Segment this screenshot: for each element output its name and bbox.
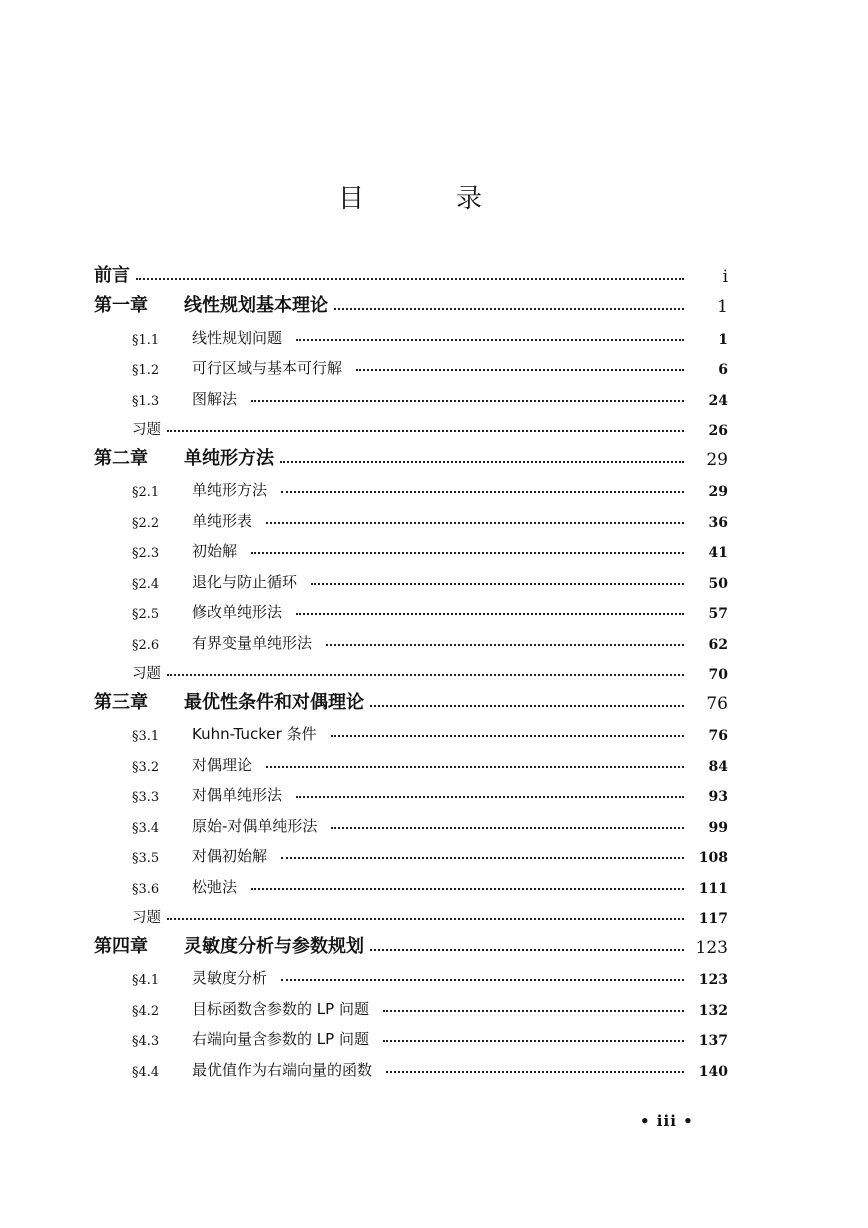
- toc-entry-number: 第一章: [94, 295, 148, 316]
- toc-entry-page: 62: [708, 636, 728, 653]
- dot-leader: [281, 979, 684, 981]
- toc-entry-number: 第四章: [94, 935, 148, 957]
- toc-entry-title: 退化与防止循环: [192, 572, 298, 591]
- toc-entry-number: §3.5: [132, 851, 160, 866]
- dot-leader: [370, 949, 684, 951]
- toc-entry-chapter[interactable]: [94, 927, 728, 958]
- toc-entry-chapter[interactable]: [94, 287, 728, 318]
- toc-entry-page: 111: [698, 880, 728, 897]
- toc-entry-chapter[interactable]: [94, 439, 728, 470]
- toc-entry-section[interactable]: [94, 531, 728, 562]
- toc-entry-section[interactable]: [94, 500, 728, 531]
- toc-entry-number: §2.6: [132, 637, 160, 653]
- toc-entry-section[interactable]: [94, 378, 728, 409]
- toc-entry-number: §3.2: [132, 759, 160, 775]
- toc-entry-section[interactable]: [94, 592, 728, 623]
- toc-entry-page: 76: [706, 693, 728, 714]
- toc-entry-title: 习题: [132, 910, 161, 926]
- toc-entry-number: §1.1: [132, 332, 160, 348]
- toc-entry-section[interactable]: [94, 744, 728, 775]
- toc-entry-page: 123: [695, 937, 728, 958]
- dot-leader: [266, 766, 684, 768]
- toc-entry-title: 松弛法: [192, 877, 238, 896]
- dot-leader: [331, 827, 684, 829]
- toc-entry-page: 93: [708, 789, 728, 805]
- toc-entry-page: 50: [708, 575, 728, 592]
- toc-entry-page: 123: [698, 972, 728, 988]
- toc-entry-section[interactable]: [94, 1049, 728, 1080]
- dot-leader: [266, 522, 684, 524]
- toc-entry-title: 原始-对偶单纯形法: [192, 816, 318, 835]
- dot-leader: [331, 735, 684, 737]
- toc-entry-number: §3.3: [132, 790, 160, 805]
- toc-entry-section[interactable]: [94, 988, 728, 1019]
- toc-entry-page: 84: [708, 758, 728, 775]
- toc-entry-title: 习题: [132, 666, 161, 682]
- dot-leader: [251, 400, 684, 402]
- toc-entry-section[interactable]: [94, 714, 728, 745]
- dot-leader: [296, 339, 684, 341]
- title-char-2: 录: [456, 184, 483, 214]
- toc-entry-number: §2.5: [132, 607, 160, 622]
- toc-entry-title: 可行区域与基本可行解: [192, 359, 343, 377]
- title-char-1: 目: [338, 184, 365, 214]
- toc-entry-title: 对偶理论: [192, 755, 253, 774]
- dot-leader: [383, 1010, 684, 1012]
- dot-leader: [383, 1040, 684, 1042]
- toc-entry-section[interactable]: [94, 1019, 728, 1050]
- toc-entry-section[interactable]: [94, 561, 728, 592]
- toc-entry-chapter[interactable]: [94, 683, 728, 714]
- toc-entry-number: §1.3: [132, 393, 160, 409]
- toc-entry-section[interactable]: [94, 622, 728, 653]
- toc-entry-title: 线性规划基本理论: [184, 295, 328, 316]
- dot-leader: [167, 674, 684, 676]
- toc-entry-title: 线性规划问题: [192, 328, 283, 347]
- toc-entry-number: §3.6: [132, 881, 160, 897]
- toc-entry-page: 99: [708, 819, 728, 836]
- toc-entry-title: 最优值作为右端向量的函数: [192, 1060, 373, 1079]
- toc-entry-title: 有界变量单纯形法: [192, 633, 313, 652]
- toc-entry-section[interactable]: [94, 805, 728, 836]
- toc-entry-title: 最优性条件和对偶理论: [184, 691, 364, 713]
- toc-entry-title: 习题: [132, 422, 161, 438]
- toc-entry-page: 36: [708, 514, 728, 531]
- toc-entry-title: 初始解: [192, 542, 238, 560]
- toc-entry-number: 前言: [94, 264, 130, 286]
- toc-entry-title: 单纯形方法: [192, 481, 268, 499]
- toc-entry-section[interactable]: [94, 866, 728, 897]
- toc-entry-section[interactable]: [94, 348, 728, 379]
- toc-entry-title: 灵敏度分析: [192, 969, 268, 987]
- toc-entry-section[interactable]: [94, 958, 728, 989]
- toc-entry-section[interactable]: [94, 317, 728, 348]
- toc-entry-title: 目标函数含参数的 LP 问题: [192, 999, 369, 1018]
- toc-entry-number: §4.2: [132, 1003, 160, 1019]
- toc-entry-chapter[interactable]: [94, 256, 728, 287]
- toc-entry-section[interactable]: [94, 836, 728, 867]
- dot-leader: [251, 888, 684, 890]
- toc-entry-title: Kuhn-Tucker 条件: [192, 725, 317, 743]
- toc-entry-number: §2.3: [132, 546, 160, 561]
- dot-leader: [167, 430, 684, 432]
- dot-leader: [296, 613, 684, 615]
- toc-entry-number: §4.1: [132, 973, 160, 988]
- toc-entry-page: 132: [698, 1002, 728, 1019]
- dot-leader: [356, 369, 684, 371]
- toc-entry-title: 对偶单纯形法: [192, 786, 283, 804]
- toc-entry-page: 1: [718, 331, 728, 348]
- toc-entry-number: §4.3: [132, 1034, 160, 1049]
- dot-leader: [370, 705, 684, 707]
- toc-entry-page: 1: [717, 297, 728, 317]
- dot-leader: [136, 278, 684, 280]
- toc-entry-page: 24: [708, 392, 728, 409]
- dot-leader: [334, 308, 684, 310]
- toc-entry-page: 108: [698, 850, 728, 866]
- toc-entry-title: 灵敏度分析与参数规划: [184, 935, 364, 957]
- dot-leader: [251, 552, 684, 554]
- table-of-contents: [94, 256, 728, 1080]
- toc-entry-page: 140: [698, 1063, 728, 1080]
- toc-entry-title: 对偶初始解: [192, 847, 268, 865]
- toc-entry-exercise[interactable]: [94, 897, 728, 928]
- dot-leader: [296, 796, 684, 798]
- toc-entry-title: 修改单纯形法: [192, 603, 283, 621]
- page-number-footer: • iii •: [640, 1112, 694, 1130]
- toc-entry-number: §3.1: [132, 729, 160, 744]
- toc-entry-page: 117: [698, 911, 728, 927]
- dot-leader: [311, 583, 684, 585]
- toc-entry-page: i: [722, 266, 728, 287]
- toc-entry-title: 图解法: [192, 389, 238, 408]
- toc-entry-exercise[interactable]: [94, 409, 728, 440]
- toc-entry-title: 单纯形表: [192, 511, 253, 530]
- toc-entry-title: 右端向量含参数的 LP 问题: [192, 1030, 369, 1048]
- toc-entry-page: 41: [708, 545, 728, 561]
- toc-entry-number: §3.4: [132, 820, 160, 836]
- toc-entry-page: 26: [708, 423, 728, 439]
- toc-entry-title: 单纯形方法: [184, 447, 274, 469]
- toc-entry-section[interactable]: [94, 775, 728, 806]
- toc-entry-page: 57: [708, 606, 728, 622]
- toc-entry-page: 137: [698, 1033, 728, 1049]
- toc-entry-page: 29: [706, 449, 728, 470]
- dot-leader: [386, 1071, 684, 1073]
- toc-entry-page: 6: [718, 362, 728, 378]
- dot-leader: [167, 918, 684, 920]
- toc-entry-page: 76: [708, 728, 728, 744]
- dot-leader: [281, 857, 684, 859]
- toc-entry-exercise[interactable]: [94, 653, 728, 684]
- toc-entry-number: §2.2: [132, 515, 160, 531]
- toc-entry-section[interactable]: [94, 470, 728, 501]
- toc-entry-number: §4.4: [132, 1064, 160, 1080]
- toc-entry-number: 第三章: [94, 691, 148, 713]
- toc-entry-number: §2.4: [132, 576, 160, 592]
- dot-leader: [326, 644, 684, 646]
- toc-entry-number: 第二章: [94, 447, 148, 469]
- toc-entry-number: §2.1: [132, 485, 160, 500]
- dot-leader: [280, 461, 684, 463]
- dot-leader: [281, 491, 684, 493]
- toc-entry-page: 29: [708, 484, 728, 500]
- toc-entry-page: 70: [708, 667, 728, 683]
- toc-entry-number: §1.2: [132, 363, 160, 378]
